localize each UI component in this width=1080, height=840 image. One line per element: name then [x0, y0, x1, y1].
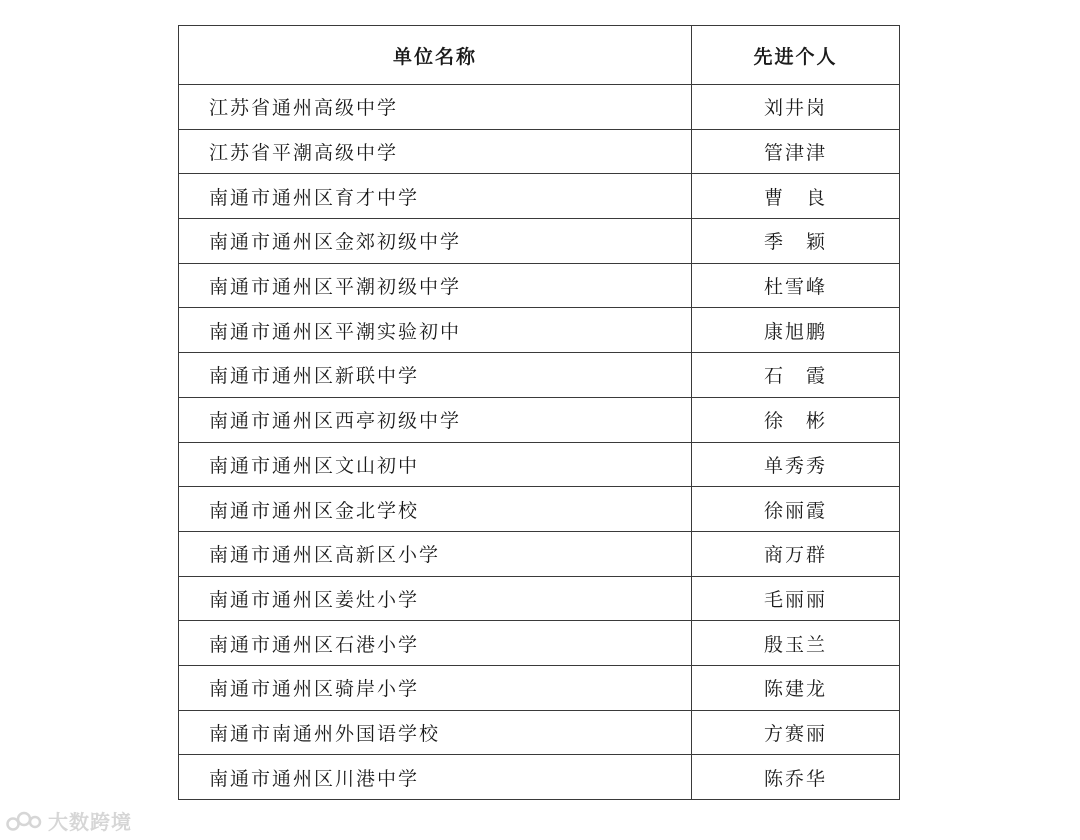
- unit-cell: 江苏省通州高级中学: [179, 85, 692, 130]
- person-cell: 杜雪峰: [692, 263, 900, 308]
- table-row: [179, 353, 900, 398]
- person-cell: 陈建龙: [692, 665, 900, 710]
- unit-cell: 南通市通州区姜灶小学: [179, 576, 692, 621]
- unit-cell: 南通市通州区平潮实验初中: [179, 308, 692, 353]
- brand-logo-icon: [6, 808, 42, 834]
- unit-cell: 南通市南通州外国语学校: [179, 710, 692, 755]
- table-row: [179, 576, 900, 621]
- table-row: [179, 665, 900, 710]
- table-row: [179, 755, 900, 800]
- person-cell: 毛丽丽: [692, 576, 900, 621]
- table-row: [179, 129, 900, 174]
- person-cell: 殷玉兰: [692, 621, 900, 666]
- watermark-text: 大数跨境: [48, 810, 132, 834]
- header-unit-name: 单位名称: [179, 26, 692, 85]
- person-cell: 单秀秀: [692, 442, 900, 487]
- person-cell: 石 霞: [692, 353, 900, 398]
- unit-cell: 南通市通州区新联中学: [179, 353, 692, 398]
- table-row: [179, 308, 900, 353]
- person-cell: 徐 彬: [692, 397, 900, 442]
- table-row: [179, 263, 900, 308]
- unit-cell: 南通市通州区骑岸小学: [179, 665, 692, 710]
- table-row: [179, 621, 900, 666]
- person-cell: 陈乔华: [692, 755, 900, 800]
- table-row: [179, 174, 900, 219]
- unit-cell: 南通市通州区高新区小学: [179, 531, 692, 576]
- watermark: [6, 806, 132, 835]
- unit-cell: 南通市通州区金北学校: [179, 487, 692, 532]
- awards-table: [178, 25, 900, 800]
- person-cell: 方赛丽: [692, 710, 900, 755]
- person-cell: 曹 良: [692, 174, 900, 219]
- person-cell: 刘井岗: [692, 85, 900, 130]
- table-header-row: [179, 26, 900, 85]
- table-row: [179, 487, 900, 532]
- table-row: [179, 85, 900, 130]
- unit-cell: 江苏省平潮高级中学: [179, 129, 692, 174]
- unit-cell: 南通市通州区西亭初级中学: [179, 397, 692, 442]
- person-cell: 季 颖: [692, 219, 900, 264]
- unit-cell: 南通市通州区育才中学: [179, 174, 692, 219]
- table-row: [179, 219, 900, 264]
- person-cell: 徐丽霞: [692, 487, 900, 532]
- person-cell: 康旭鹏: [692, 308, 900, 353]
- unit-cell: 南通市通州区金郊初级中学: [179, 219, 692, 264]
- table-row: [179, 397, 900, 442]
- table-row: [179, 710, 900, 755]
- person-cell: 管津津: [692, 129, 900, 174]
- unit-cell: 南通市通州区文山初中: [179, 442, 692, 487]
- unit-cell: 南通市通州区川港中学: [179, 755, 692, 800]
- person-cell: 商万群: [692, 531, 900, 576]
- unit-cell: 南通市通州区平潮初级中学: [179, 263, 692, 308]
- unit-cell: 南通市通州区石港小学: [179, 621, 692, 666]
- table-row: [179, 442, 900, 487]
- header-advanced-individual: 先进个人: [692, 26, 900, 85]
- table-row: [179, 531, 900, 576]
